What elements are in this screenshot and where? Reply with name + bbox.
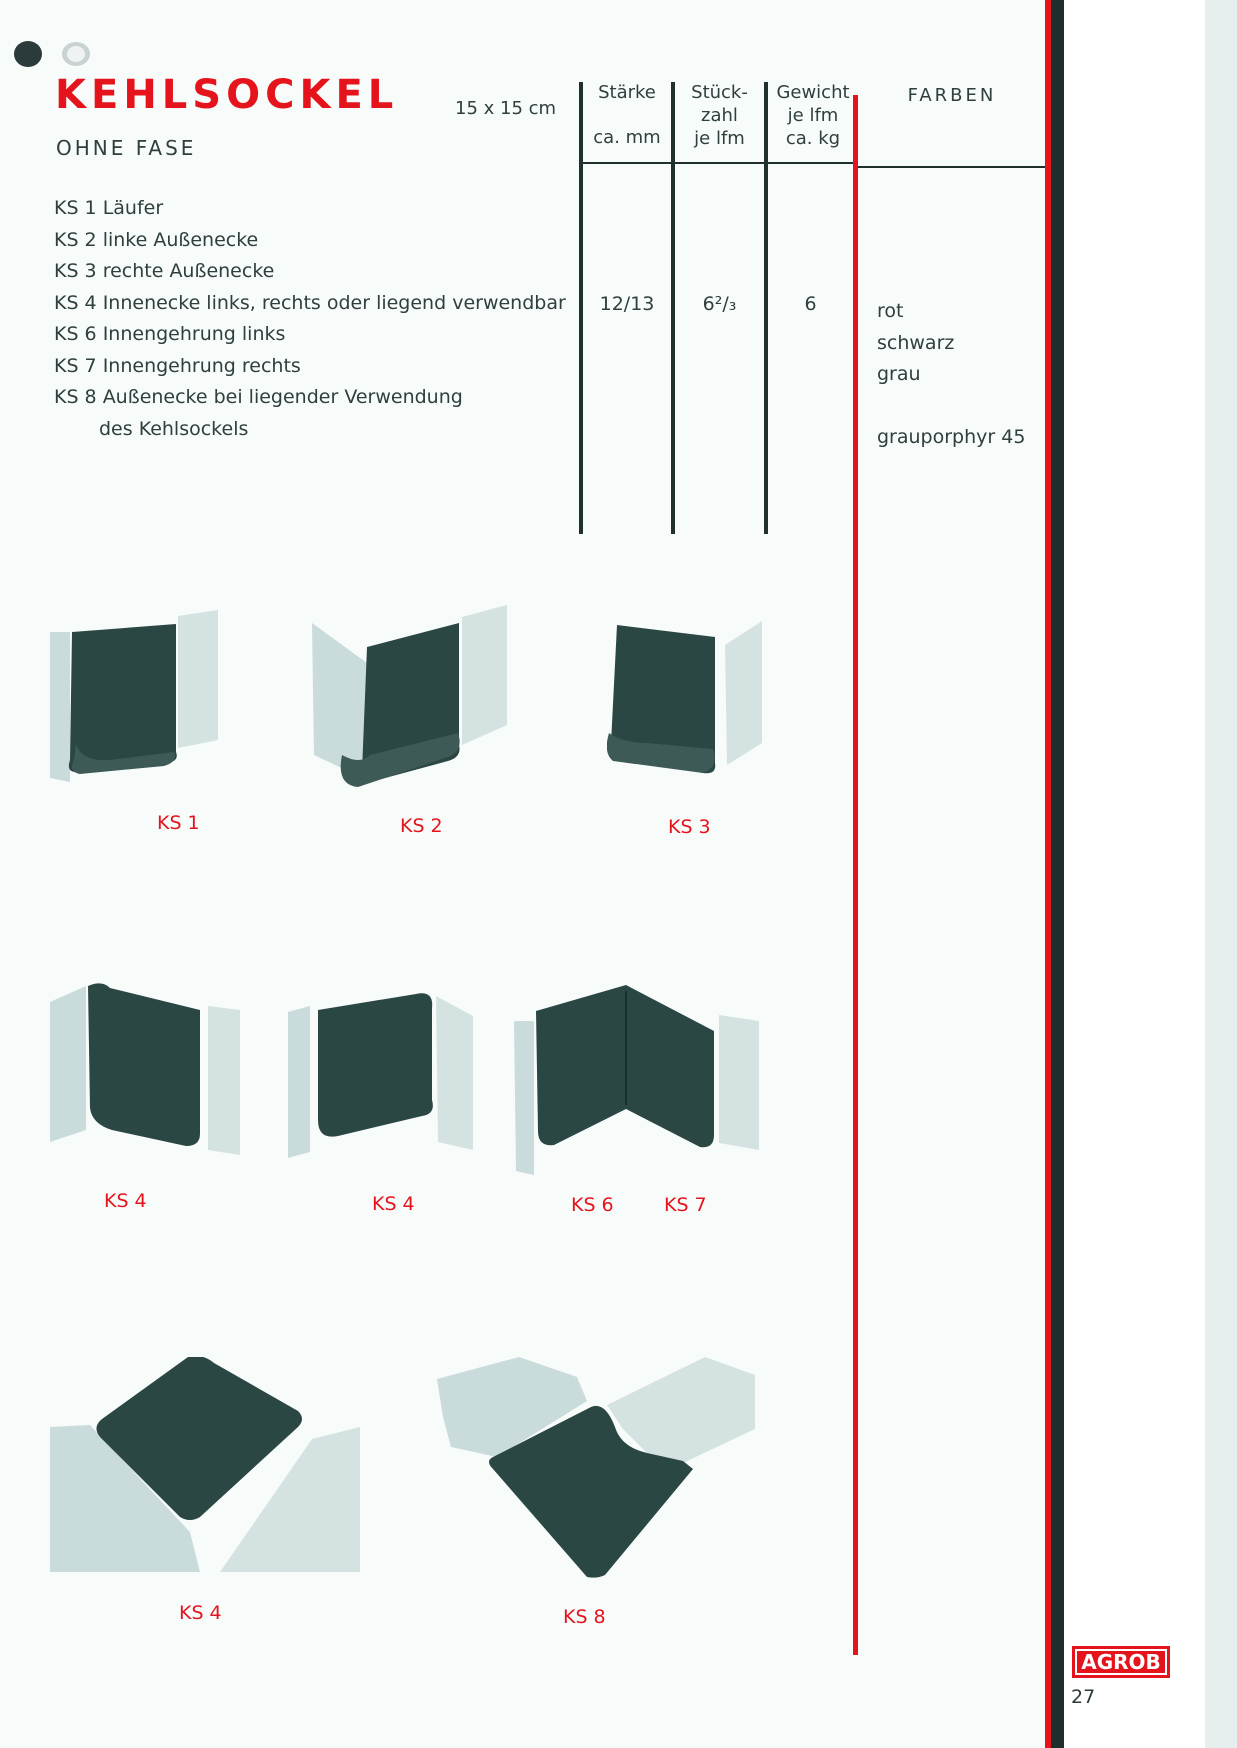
color-item: grauporphyr 45	[877, 425, 1026, 448]
header-staerke-unit: ca. mm	[593, 127, 661, 148]
caption-ks3: KS 3	[668, 816, 711, 838]
color-item: grau	[877, 363, 921, 385]
page-number: 27	[1071, 1686, 1096, 1708]
product-photo-ks4-flat	[50, 1357, 360, 1575]
table-header-rule	[675, 162, 764, 164]
header-gewicht-label: Gewicht	[776, 82, 850, 103]
list-item: KS 3 rechte Außenecke	[54, 260, 275, 282]
caption-ks4: KS 4	[104, 1190, 147, 1212]
header-stueckzahl-unit: je lfm	[694, 128, 745, 149]
product-photo-ks1	[50, 610, 220, 785]
page-title: KEHLSOCKEL	[55, 72, 399, 118]
agrob-logo	[1072, 1646, 1170, 1678]
page-edge-shadow	[1205, 0, 1237, 1748]
header-stueckzahl-label2: zahl	[701, 105, 738, 126]
caption-ks8: KS 8	[563, 1606, 606, 1628]
header-staerke-label: Stärke	[598, 82, 656, 103]
product-photo-ks8	[437, 1357, 757, 1579]
product-photo-ks4-right	[288, 990, 473, 1158]
caption-ks4: KS 4	[372, 1193, 415, 1215]
product-photo-ks3	[607, 615, 765, 795]
caption-ks2: KS 2	[400, 815, 443, 837]
product-photo-ks4-left	[50, 980, 240, 1158]
format-size: 15 x 15 cm	[455, 98, 557, 119]
binder-hole-icon	[6, 40, 96, 70]
value-staerke: 12/13	[599, 293, 655, 315]
color-item: schwarz	[877, 331, 955, 354]
caption-ks6: KS 6	[571, 1194, 614, 1216]
list-item: KS 7 Innengehrung rechts	[54, 354, 301, 377]
page-subtitle: OHNE FASE	[56, 136, 197, 160]
caption-ks4: KS 4	[179, 1602, 222, 1624]
product-photo-ks6-ks7	[514, 985, 759, 1175]
color-list	[877, 296, 1025, 453]
header-staerke	[583, 81, 671, 149]
list-item: KS 2 linke Außenecke	[54, 228, 259, 251]
list-item-continuation: des Kehlsockels	[99, 417, 249, 440]
table-header-rule	[768, 162, 853, 164]
red-divider-line	[853, 95, 858, 1655]
product-photo-ks2	[312, 605, 512, 790]
header-gewicht	[768, 81, 858, 150]
color-item: rot	[877, 300, 904, 322]
value-stueckzahl: 6²/₃	[702, 293, 737, 315]
list-item: KS 8 Außenecke bei liegender Verwendung	[54, 386, 463, 408]
header-gewicht-unit2: ca. kg	[785, 128, 841, 149]
caption-ks7: KS 7	[664, 1194, 707, 1216]
list-item: KS 1 Läufer	[54, 197, 164, 219]
header-farben: FARBEN	[907, 85, 997, 106]
header-stueckzahl	[675, 81, 764, 150]
logo-text: AGROB	[1077, 1651, 1165, 1673]
list-item: KS 6 Innengehrung links	[54, 323, 286, 345]
table-header-rule	[858, 166, 1046, 168]
list-item: KS 4 Innenecke links, rechts oder liegend verwendbar	[54, 291, 566, 314]
caption-ks1: KS 1	[157, 812, 200, 834]
dark-edge-bar	[1051, 0, 1064, 1748]
header-stueckzahl-label: Stück-	[691, 82, 748, 103]
header-gewicht-unit: je lfm	[787, 105, 839, 126]
value-gewicht: 6	[804, 293, 817, 315]
item-list	[54, 193, 566, 445]
table-header-rule	[583, 162, 671, 164]
